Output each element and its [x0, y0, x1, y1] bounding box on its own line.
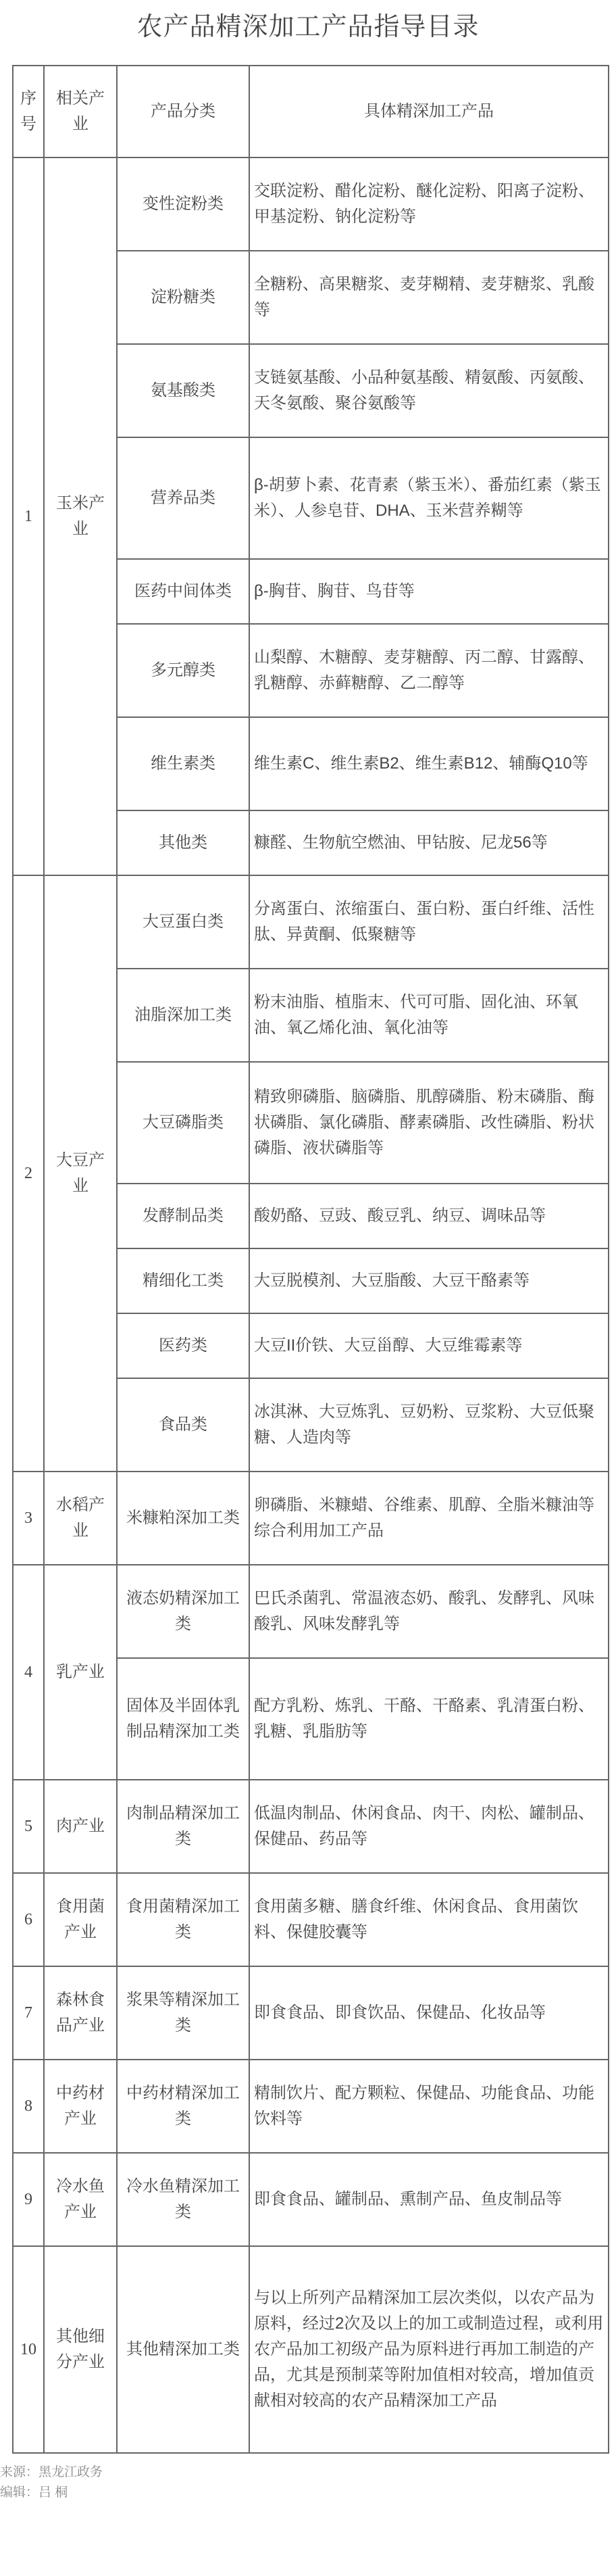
table-row: [13, 2060, 609, 2153]
header-category: 产品分类: [117, 66, 249, 157]
products-cell: 即食食品、即食饮品、保健品、化妆品等: [249, 1966, 609, 2060]
table-row: [13, 157, 609, 251]
category-cell: 其他精深加工类: [117, 2246, 249, 2453]
category-cell: 米糠粕深加工类: [117, 1472, 249, 1565]
products-cell: 巴氏杀菌乳、常温液态奶、酸乳、发酵乳、风味酸乳、风味发酵乳等: [249, 1565, 609, 1658]
products-cell: 糠醛、生物航空燃油、甲钴胺、尼龙56等: [249, 810, 609, 875]
category-cell: 营养品类: [117, 437, 249, 559]
row-number: 7: [13, 1966, 44, 2060]
products-cell: 卵磷脂、米糠蜡、谷维素、肌醇、全脂米糠油等综合利用加工产品: [249, 1472, 609, 1565]
row-number: 4: [13, 1565, 44, 1780]
products-cell: 冰淇淋、大豆炼乳、豆奶粉、豆浆粉、大豆低聚糖、人造肉等: [249, 1378, 609, 1472]
row-number: 2: [13, 875, 44, 1472]
category-cell: 液态奶精深加工类: [117, 1565, 249, 1658]
industry-cell: 冷水鱼产业: [44, 2153, 117, 2246]
category-cell: 精细化工类: [117, 1248, 249, 1313]
products-cell: β-胡萝卜素、花青素（紫玉米）、番茄红素（紫玉米）、人参皂苷、DHA、玉米营养糊等: [249, 437, 609, 559]
category-cell: 食用菌精深加工类: [117, 1873, 249, 1966]
category-cell: 氨基酸类: [117, 344, 249, 437]
page-title: 农产品精深加工产品指导目录: [136, 13, 480, 41]
row-number: 9: [13, 2153, 44, 2246]
products-cell: 酸奶酪、豆豉、酸豆乳、纳豆、调味品等: [249, 1184, 609, 1248]
category-cell: 固体及半固体乳制品精深加工类: [117, 1658, 249, 1780]
industry-cell: 大豆产业: [44, 875, 117, 1472]
row-number: 1: [13, 157, 44, 875]
products-cell: 维生素C、维生素B2、维生素B12、辅酶Q10等: [249, 717, 609, 810]
products-cell: 食用菌多糖、膳食纤维、休闲食品、食用菌饮料、保健胶囊等: [249, 1873, 609, 1966]
products-cell: 与以上所列产品精深加工层次类似，以农产品为原料，经过2次及以上的加工或制造过程，或利用农产品加工初级产品为原料进行再加工制造的产品，尤其是预制菜等附加值相对较高，增加值贡献相对较高的农产品精深加工产品: [249, 2246, 609, 2453]
category-cell: 大豆磷脂类: [117, 1062, 249, 1184]
products-cell: 大豆脱模剂、大豆脂酸、大豆干酪素等: [249, 1248, 609, 1313]
header-products: 具体精深加工产品: [249, 66, 609, 157]
products-cell: 即食食品、罐制品、熏制产品、鱼皮制品等: [249, 2153, 609, 2246]
products-cell: 大豆II价铁、大豆甾醇、大豆维霉素等: [249, 1313, 609, 1378]
category-cell: 医药中间体类: [117, 559, 249, 624]
row-number: 6: [13, 1873, 44, 1966]
products-cell: 全糖粉、高果糖浆、麦芽糊精、麦芽糖浆、乳酸等: [249, 251, 609, 344]
row-number: 8: [13, 2060, 44, 2153]
industry-cell: 其他细分产业: [44, 2246, 117, 2453]
category-cell: 中药材精深加工类: [117, 2060, 249, 2153]
products-cell: 支链氨基酸、小品种氨基酸、精氨酸、丙氨酸、天冬氨酸、聚谷氨酸等: [249, 344, 609, 437]
products-cell: 山梨醇、木糖醇、麦芽糖醇、丙二醇、甘露醇、乳糖醇、赤藓糖醇、乙二醇等: [249, 624, 609, 717]
products-cell: 交联淀粉、醋化淀粉、醚化淀粉、阳离子淀粉、甲基淀粉、钠化淀粉等: [249, 157, 609, 251]
table-row: [13, 875, 609, 969]
row-number: 3: [13, 1472, 44, 1565]
industry-cell: 乳产业: [44, 1565, 117, 1780]
footer-editor: 编辑：吕 桐: [0, 2485, 68, 2500]
category-cell: 变性淀粉类: [117, 157, 249, 251]
header-no: 序号: [13, 66, 44, 157]
category-cell: 发酵制品类: [117, 1184, 249, 1248]
industry-cell: 森林食品产业: [44, 1966, 117, 2060]
table-row: [13, 1873, 609, 1966]
category-cell: 大豆蛋白类: [117, 875, 249, 969]
industry-cell: 中药材产业: [44, 2060, 117, 2153]
industry-cell: 食用菌产业: [44, 1873, 117, 1966]
products-cell: 分离蛋白、浓缩蛋白、蛋白粉、蛋白纤维、活性肽、异黄酮、低聚糖等: [249, 875, 609, 969]
category-cell: 肉制品精深加工类: [117, 1780, 249, 1873]
products-cell: 配方乳粉、炼乳、干酪、干酪素、乳清蛋白粉、乳糖、乳脂肪等: [249, 1658, 609, 1780]
table-row: [13, 1472, 609, 1565]
table-row: [13, 2246, 609, 2453]
table-header-row: [13, 66, 609, 157]
table-row: [13, 1780, 609, 1873]
industry-cell: 水稻产业: [44, 1472, 117, 1565]
category-cell: 多元醇类: [117, 624, 249, 717]
category-cell: 其他类: [117, 810, 249, 875]
row-number: 5: [13, 1780, 44, 1873]
category-cell: 食品类: [117, 1378, 249, 1472]
products-cell: 低温肉制品、休闲食品、肉干、肉松、罐制品、保健品、药品等: [249, 1780, 609, 1873]
products-cell: 精致卵磷脂、脑磷脂、肌醇磷脂、粉末磷脂、酶状磷脂、氯化磷脂、酵素磷脂、改性磷脂、粉状磷脂、液状磷脂等: [249, 1062, 609, 1184]
row-number: 10: [13, 2246, 44, 2453]
category-cell: 医药类: [117, 1313, 249, 1378]
catalog-body: [13, 157, 609, 2453]
industry-cell: 玉米产业: [44, 157, 117, 875]
table-row: [13, 1565, 609, 1658]
industry-cell: 肉产业: [44, 1780, 117, 1873]
header-industry: 相关产业: [44, 66, 117, 157]
products-cell: 粉末油脂、植脂末、代可可脂、固化油、环氧油、氧乙烯化油、氧化油等: [249, 969, 609, 1062]
products-cell: 精制饮片、配方颗粒、保健品、功能食品、功能饮料等: [249, 2060, 609, 2153]
table-row: [13, 1966, 609, 2060]
products-cell: β-胸苷、胸苷、鸟苷等: [249, 559, 609, 624]
table-row: [13, 2153, 609, 2246]
category-cell: 维生素类: [117, 717, 249, 810]
footer-source: 来源：黑龙江政务: [0, 2465, 103, 2479]
category-cell: 油脂深加工类: [117, 969, 249, 1062]
category-cell: 冷水鱼精深加工类: [117, 2153, 249, 2246]
category-cell: 淀粉糖类: [117, 251, 249, 344]
catalog-table: [12, 65, 609, 2454]
category-cell: 浆果等精深加工类: [117, 1966, 249, 2060]
